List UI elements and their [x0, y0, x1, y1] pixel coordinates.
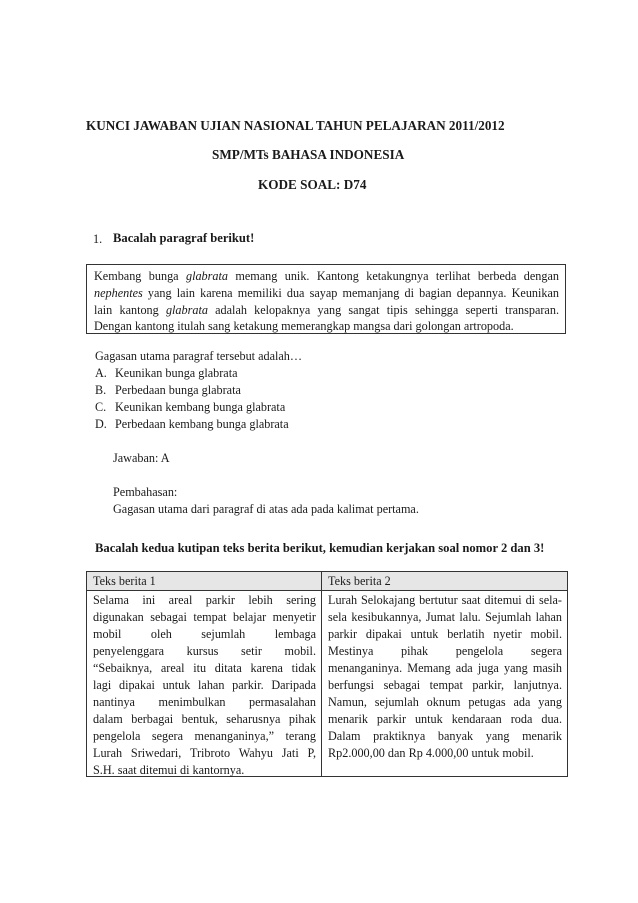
- news-2-line: Lurah Selokajang bertutur saat ditemui di sela-: [328, 593, 562, 607]
- news-1-line: mobil oleh sejumlah lembaga: [93, 627, 316, 641]
- option-a: A. Keunikan bunga glabrata: [95, 366, 238, 380]
- news-2-line: Rp2.000,00 dan Rp 4.000,00 untuk mobil.: [328, 746, 534, 760]
- discussion-text: Gagasan utama dari paragraf di atas ada pada kalimat pertama.: [113, 502, 419, 516]
- news-1-line: penyelenggara kursus setir mobil.: [93, 644, 316, 658]
- news-1-header: Teks berita 1: [87, 572, 321, 591]
- passage-line: Dengan kantong itulah sang ketakung memerangkap mangsa dari golongan artropoda.: [94, 319, 514, 333]
- news-2-line: Mestinya pihak pengelola segera: [328, 644, 562, 658]
- news-1-line: dalam berbagai bentuk, seharusnya pihak: [93, 712, 316, 726]
- news-2-header: Teks berita 2: [321, 572, 567, 591]
- news-2-line: menarik parkir untuk kendaraan roda dua.: [328, 712, 562, 726]
- news-1-line: S.H. saat ditemui di kantornya.: [93, 763, 245, 777]
- passage-line: lain kantong glabrata adalah kelopaknya yang sangat tipis sehingga seperti transparan.: [94, 303, 559, 317]
- passage-line: Kembang bunga glabrata memang unik. Kantong ketakungnya terlihat berbeda dengan: [94, 269, 559, 283]
- news-1-line: pengelola segera menanganinya,” terang: [93, 729, 316, 743]
- news-1-line: Lurah Sriwedari, Tribroto Wahyu Jati P,: [93, 746, 316, 760]
- exam-code: KODE SOAL: D74: [258, 177, 367, 192]
- discussion-label: Pembahasan:: [113, 485, 178, 499]
- option-b: B. Perbedaan bunga glabrata: [95, 383, 241, 397]
- passage-line: nephentes yang lain karena memiliki dua sayap memanjang di bagian depannya. Keunikan: [94, 286, 559, 300]
- news-2-line: Namun, sejumlah oknum petugas ada yang: [328, 695, 562, 709]
- passage-box: [86, 264, 566, 334]
- column-divider: [321, 591, 322, 776]
- subject-title: SMP/MTs BAHASA INDONESIA: [212, 147, 405, 162]
- question-2-intro: Bacalah kedua kutipan teks berita berikut, kemudian kerjakan soal nomor 2 dan 3!: [95, 541, 545, 555]
- news-2-line: menanganinya. Memang ada juga yang masih: [328, 661, 562, 675]
- question-prompt: Bacalah paragraf berikut!: [113, 231, 255, 245]
- news-1-line: digunakan sebagai tempat belajar menyetir: [93, 610, 316, 624]
- news-1-line: nantinya menimbulkan permasalahan: [93, 695, 316, 709]
- news-2-line: parkir dipakai untuk berlatih nyetir mobil.: [328, 627, 562, 641]
- news-2-line: sela kesibukannya, Jumat lalu. Sejumlah lahan: [328, 610, 562, 624]
- document-title: KUNCI JAWABAN UJIAN NASIONAL TAHUN PELAJARAN 2011/2012: [86, 118, 505, 133]
- news-1-line: lagi dipakai untuk lahan parkir. Daripada: [93, 678, 316, 692]
- news-1-line: “Sebaiknya, areal itu ditata karena tidak: [93, 661, 316, 675]
- question-stem: Gagasan utama paragraf tersebut adalah…: [95, 349, 303, 363]
- news-2-line: Dalam praktiknya banyak yang menarik: [328, 729, 562, 743]
- option-d: D. Perbedaan kembang bunga glabrata: [95, 417, 289, 431]
- option-c: C. Keunikan kembang bunga glabrata: [95, 400, 286, 414]
- answer-key: Jawaban: A: [113, 451, 170, 465]
- news-table: [86, 571, 568, 777]
- news-2-line: berfungsi sebagai tempat parkir, lanjutnya.: [328, 678, 562, 692]
- question-number: 1.: [93, 232, 103, 246]
- news-1-line: Selama ini areal parkir lebih sering: [93, 593, 316, 607]
